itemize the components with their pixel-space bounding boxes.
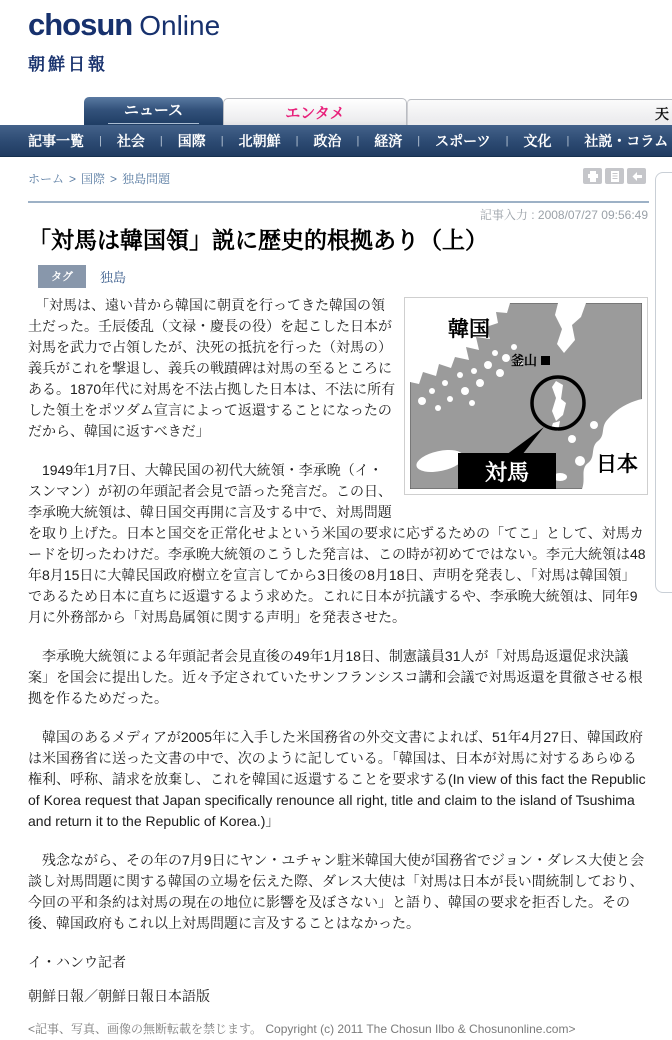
- article-toolbar: [583, 168, 646, 184]
- logo-wordmark: [28, 8, 220, 48]
- nav-item-economy[interactable]: 経済: [374, 133, 403, 149]
- nav-separator: |: [566, 135, 570, 147]
- article-paragraph: 李承晩大統領による年頭記者会見直後の49年1月18日、制憲議員31人が「対馬島返還促求決議案」を国会に提出した。近々予定されていたサンフランシスコ講和会議で対馬返還を貫徹させる根拠を作るためだった。: [28, 648, 643, 706]
- print-button[interactable]: [583, 168, 602, 184]
- back-icon: [631, 171, 643, 182]
- site-logo[interactable]: [28, 8, 220, 75]
- nav-separator: |: [220, 135, 224, 147]
- text-list-button[interactable]: [605, 168, 624, 184]
- copyright-notice: <記事、写真、画像の無断転載を禁じます。 Copyright (c) 2011 The Chosun Ilbo & Chosunonline.com>: [28, 1022, 576, 1036]
- logo-online: Online: [139, 10, 221, 41]
- breadcrumb-international[interactable]: 国際: [81, 172, 106, 186]
- tab-entertainment-label: エンタメ: [285, 104, 345, 122]
- article-timestamp: 記事入力 : 2008/07/27 09:56:49: [479, 208, 648, 222]
- category-navbar: [0, 125, 672, 157]
- back-button[interactable]: [627, 168, 646, 184]
- article-paragraph: 残念ながら、その年の7月9日にヤン・ユチャン駐米韓国大使が国務省でジョン・ダレス大使と会談し対馬問題に関する韓国の立場を伝えた際、ダレス大使は「対馬は日本が長い間統制しており、今回の平和条約は対馬の現在の地位に影響を及ぼさない」と語り、韓国の要求を拒否した。その後、韓国政府もこれ以上対馬問題に言及することはなかった。: [28, 852, 645, 931]
- primary-tabs: [0, 97, 672, 125]
- article-paragraph: 1949年1月7日、大韓民国の初代大統領・李承晩（イ・スンマン）が初の年頭記者会見で語った発言だ。この日、李承晩大統領は、韓日国交再開に言及する中で、対馬問題を取り上げた。日本と国交を正常化せよという米国の要求に応ずるための「てこ」として、対馬カードを切ったわけだ。李承晩大統領のこうした発言は、この時が初めてではない。李元大統領は48年8月15日に大韓民国政府樹立を宣言してから3日後の8月18日、声明を発表し、「対馬は韓国領」であるため日本に直ちに返還するよう求めた。これに日本が抗議するや、李承晩大統領は、同年9月に外務部から「対馬島属領に関する声明」を発表させた。: [28, 462, 646, 625]
- article-body: [28, 295, 648, 1040]
- map-tsushima-label: 対馬: [484, 460, 530, 485]
- nav-item-sports[interactable]: スポーツ: [435, 133, 491, 149]
- map-busan-marker: [541, 356, 550, 365]
- nav-item-northkorea[interactable]: 北朝鮮: [238, 133, 281, 149]
- nav-separator: |: [356, 135, 360, 147]
- map-japan-label: 日本: [596, 453, 638, 476]
- nav-separator: |: [99, 135, 102, 147]
- nav-item-international[interactable]: 国際: [177, 133, 206, 149]
- article-source: 朝鮮日報／朝鮮日報日本語版: [28, 988, 210, 1004]
- tag-link-dokdo[interactable]: 独島: [100, 270, 127, 285]
- breadcrumb-separator: >: [110, 172, 118, 186]
- logo-chosun: chosun: [28, 7, 133, 42]
- tab-news-label: ニュース: [108, 98, 199, 124]
- map-busan-label: 釜山: [510, 353, 537, 368]
- tag-row: [38, 265, 126, 288]
- tab-entertainment[interactable]: [223, 98, 407, 125]
- sidebar-panel-edge: [655, 172, 672, 593]
- tab-weather-partial[interactable]: [407, 99, 672, 125]
- nav-item-politics[interactable]: 政治: [313, 133, 342, 149]
- logo-japanese-name: 朝鮮日報: [28, 55, 108, 74]
- nav-item-society[interactable]: 社会: [116, 133, 145, 149]
- article-paragraph: 韓国のあるメディアが2005年に入手した米国務省の外交文書によれば、51年4月27日、韓国政府は米国務省に送った文書の中で、次のように記している。「韓国は、日本が対馬に対するあらゆる権利、呼称、請求を放棄し、これを韓国に返還することを要求する(In view of this fact the Republic of Korea request that Japan specifically renounce all right, title and claim to the island of Tsushima and return it to the Republic of Korea.)」: [28, 729, 646, 829]
- breadcrumb-dokdo-issue[interactable]: 独島問題: [122, 172, 171, 186]
- tag-badge: タグ: [38, 265, 86, 288]
- nav-item-culture[interactable]: 文化: [523, 133, 552, 149]
- tab-weather-label: 天: [655, 106, 669, 122]
- section-divider: [28, 201, 649, 203]
- print-icon: [587, 171, 599, 182]
- breadcrumb-home[interactable]: ホーム: [28, 172, 65, 186]
- nav-separator: |: [505, 135, 509, 147]
- map-graphic: [410, 303, 642, 489]
- article-title: 「対馬は韓国領」説に歴史的根拠あり（上）: [28, 227, 488, 253]
- tab-news[interactable]: [84, 97, 223, 125]
- article-paragraph: 「対馬は、遠い昔から韓国に朝貢を行ってきた韓国の領土だった。壬辰倭乱（文禄・慶長の役）を起こした日本が対馬を武力で占領したが、決死の抵抗を行った（対馬の）義兵がこれを撃退し、義兵の戦蹟碑は対馬の至るところにある。1870年代に対馬を不法占拠した日本は、不法に所有した領土をポツダム宣言によって返還することになったのだから、韓国に返すべきだ」: [28, 297, 396, 439]
- tsushima-map-image: [404, 297, 648, 495]
- document-icon: [609, 171, 621, 182]
- breadcrumb-separator: >: [69, 172, 77, 186]
- nav-item-articles[interactable]: 記事一覧: [28, 133, 84, 149]
- breadcrumb: [28, 170, 649, 190]
- nav-separator: |: [295, 135, 299, 147]
- nav-separator: |: [417, 135, 421, 147]
- nav-separator: |: [159, 135, 163, 147]
- map-korea-label: 韓国: [448, 318, 490, 341]
- article-byline: イ・ハンウ記者: [28, 954, 126, 970]
- nav-item-editorial[interactable]: 社説・コラム: [584, 133, 669, 149]
